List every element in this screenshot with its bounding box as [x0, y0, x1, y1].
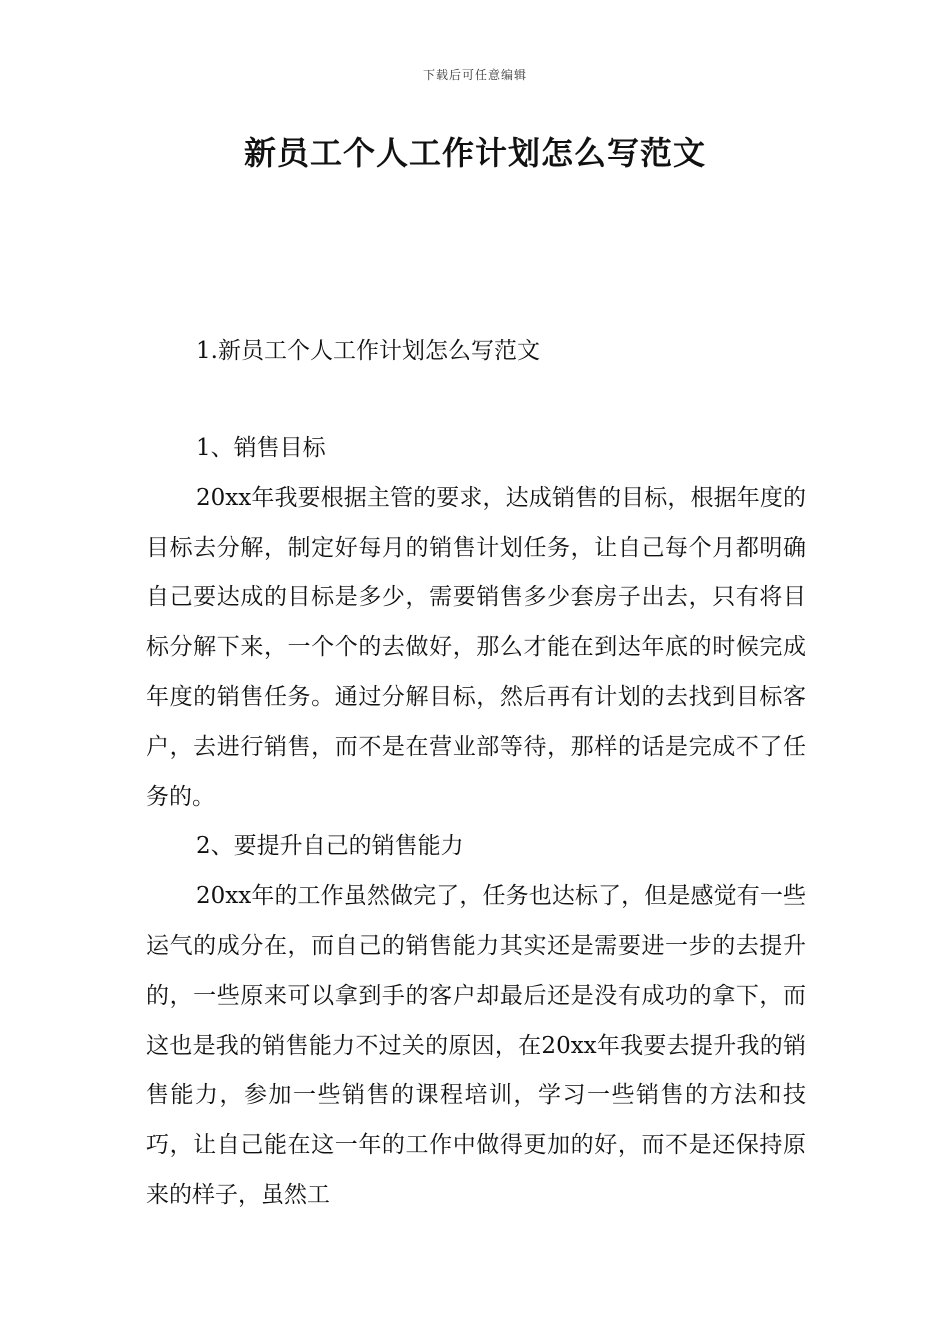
document-body: [146, 424, 806, 1221]
section-heading-sales-target: 1、销售目标: [196, 435, 326, 461]
body-paragraph: 20xx年我要根据主管的要求，达成销售的目标，根据年度的目标去分解，制定好每月的销售计划任务，让自己每个月都明确自己要达成的目标是多少，需要销售多少套房子出去，只有将目标分解下来，一个个的去做好，那么才能在到达年底的时候完成年度的销售任务。通过分解目标，然后再有计划的去找到目标客户，去进行销售，而不是在营业部等待，那样的话是完成不了任务的。: [146, 484, 806, 810]
body-paragraph: 20xx年的工作虽然做完了，任务也达标了，但是感觉有一些运气的成分在，而自己的销售能力其实还是需要进一步的去提升的，一些原来可以拿到手的客户却最后还是没有成功的拿下，而这也是我的销售能力不过关的原因，在20xx年我要去提升我的销售能力，参加一些销售的课程培训，学习一些销售的方法和技巧，让自己能在这一年的工作中做得更加的好，而不是还保持原来的样子，虽然工: [146, 883, 806, 1208]
section-heading-improve-ability: 2、要提升自己的销售能力: [196, 833, 464, 860]
document-title: 新员工个人工作计划怎么写范文: [243, 134, 706, 172]
section-heading: 1.新员工个人工作计划怎么写范文: [196, 338, 540, 364]
header-note: 下载后可任意编辑: [422, 68, 527, 82]
